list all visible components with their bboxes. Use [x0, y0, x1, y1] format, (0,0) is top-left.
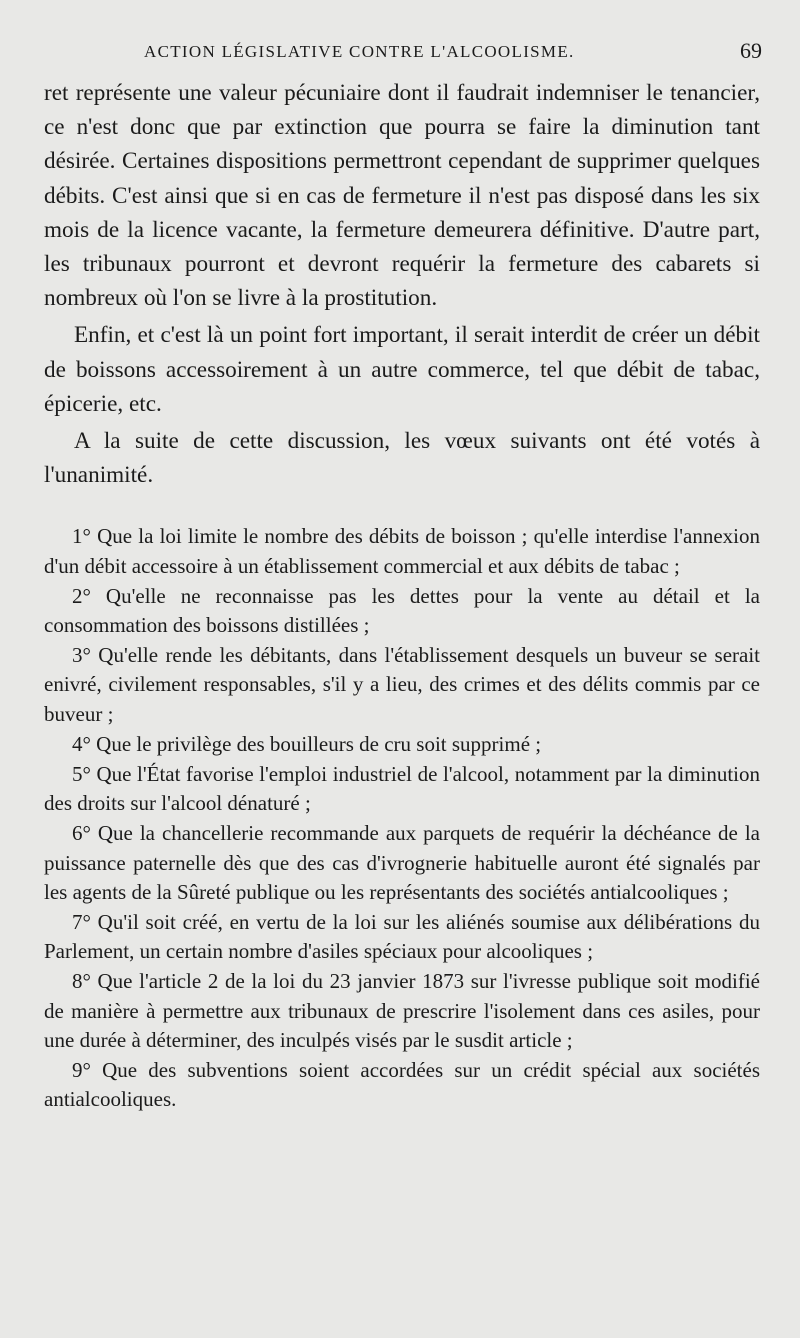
resolutions-list	[44, 522, 760, 1114]
resolution-item: 8° Que l'article 2 de la loi du 23 janvier 1873 sur l'ivresse publique soit modifié de manière à permettre aux tribunaux de prescrire l'isolement dans ces asiles, pour une durée à déterminer, des inculpés visés par le susdit article ;	[44, 969, 760, 1052]
page-number: 69	[740, 38, 762, 63]
paragraph: ret représente une valeur pécuniaire dont il faudrait indemniser le tenancier, ce n'est donc que par extinction que pourra se faire la diminution tant désirée. Certaines dispositions permettront cependant de supprimer quelques débits. C'est ainsi que si en cas de fermeture il n'est pas disposé dans les six mois de la licence vacante, la fermeture demeurera définitive. D'autre part, les tribunaux pourront et devront requérir la fermeture des cabarets si nombreux où l'on se livre à la prostitution.	[44, 80, 760, 312]
paragraph: A la suite de cette discussion, les vœux suivants ont été votés à l'unanimité.	[44, 428, 760, 489]
paragraph: Enfin, et c'est là un point fort important, il serait interdit de créer un débit de boissons accessoirement à un autre commerce, tel que débit de tabac, épicerie, etc.	[44, 322, 760, 417]
resolution-item: 2° Qu'elle ne reconnaisse pas les dettes pour la vente au détail et la consommation des boissons distillées ;	[44, 583, 760, 638]
resolution-item: 6° Que la chancellerie recommande aux parquets de requérir la déchéance de la puissance paternelle dès que des cas d'ivrognerie habituelle auront été signalés par les agents de la Sûreté publique ou les représentants des sociétés antialcooliques ;	[44, 821, 760, 904]
resolution-item: 1° Que la loi limite le nombre des débits de boisson ; qu'elle interdise l'annexion d'un débit accessoire à un établissement commercial et aux débits de tabac ;	[44, 524, 760, 578]
resolution-item: 9° Que des subventions soient accordées sur un crédit spécial aux sociétés antialcooliques.	[44, 1058, 760, 1112]
resolution-item: 7° Qu'il soit créé, en vertu de la loi sur les aliénés soumise aux délibérations du Parlement, un certain nombre d'asiles spéciaux pour alcooliques ;	[44, 910, 760, 964]
running-title: ACTION LÉGISLATIVE CONTRE L'ALCOOLISME.	[144, 42, 575, 61]
resolution-item: 3° Qu'elle rende les débitants, dans l'établissement desquels un buveur se serait enivré, civilement responsables, s'il y a lieu, des crimes et des délits commis par ce buveur ;	[44, 643, 760, 726]
page-header	[48, 36, 764, 70]
page-body	[44, 76, 760, 1116]
resolution-item: 5° Que l'État favorise l'emploi industriel de l'alcool, notamment par la diminution des droits sur l'alcool dénaturé ;	[44, 762, 760, 816]
resolution-item: 4° Que le privilège des bouilleurs de cru soit supprimé ;	[72, 731, 542, 756]
